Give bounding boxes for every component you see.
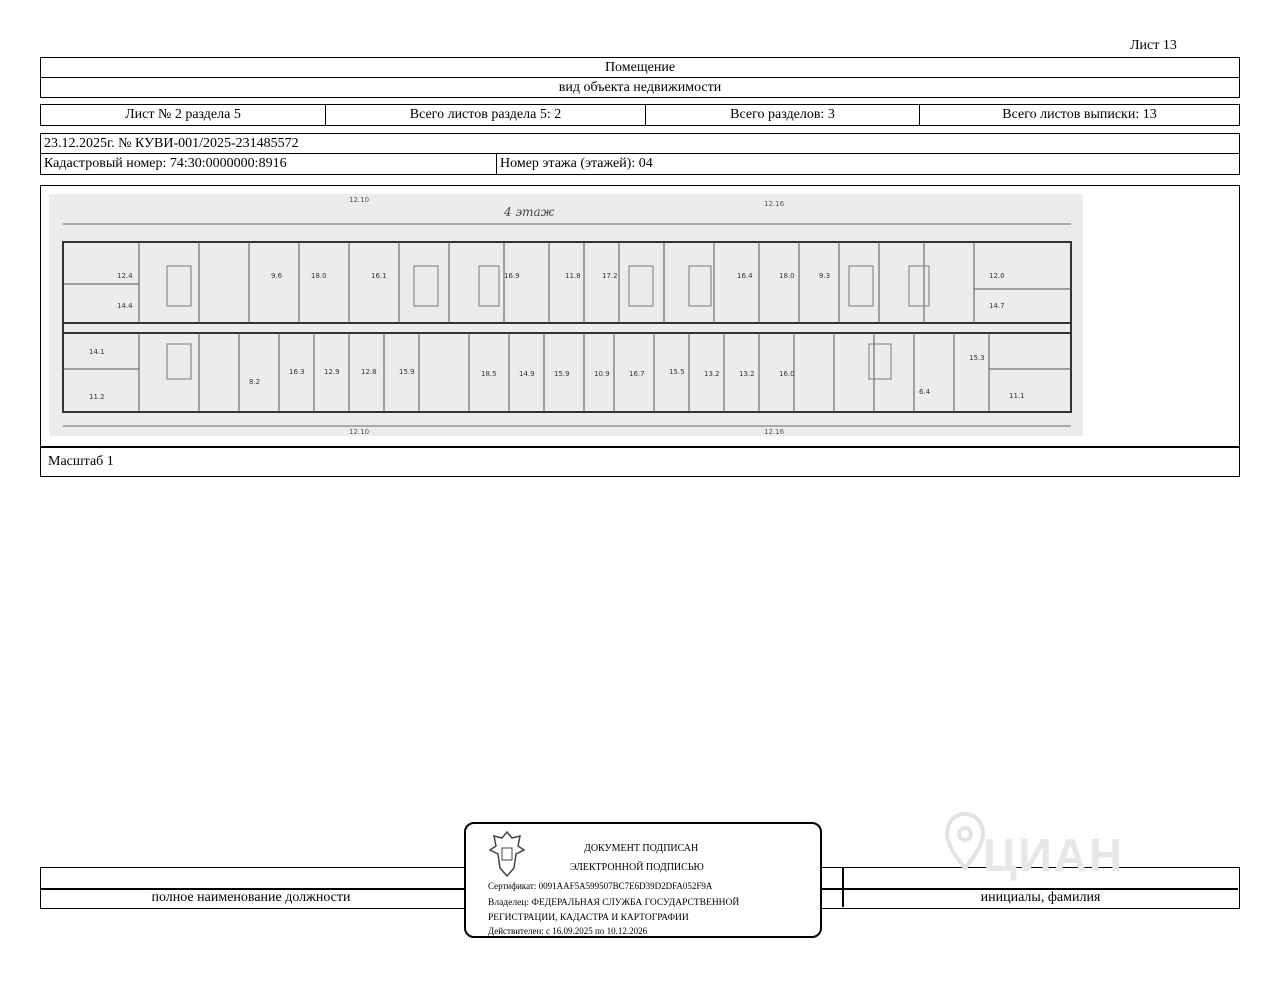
room-area-label: 6.4 bbox=[919, 388, 931, 396]
room-area-label: 18.0 bbox=[311, 272, 327, 280]
room-area-label: 11.2 bbox=[89, 393, 105, 401]
total-sheets-extract: Всего листов выписки: 13 bbox=[1002, 107, 1157, 122]
cadastral-number: Кадастровый номер: 74:30:0000000:8916 bbox=[41, 154, 497, 174]
record-date-number: 23.12.2025г. № КУВИ-001/2025-231485572 bbox=[40, 133, 1240, 154]
stamp-owner: Владелец: ФЕДЕРАЛЬНАЯ СЛУЖБА ГОСУДАРСТВЕННОЙ bbox=[488, 898, 740, 908]
room-area-label: 9.3 bbox=[819, 272, 831, 280]
watermark: ЦИАН bbox=[945, 812, 1160, 892]
room-area-label: 13.2 bbox=[739, 370, 755, 378]
room-area-label: 15.9 bbox=[554, 370, 570, 378]
dim-bottom-1: 12.10 bbox=[349, 428, 370, 436]
room-area-label: 16.3 bbox=[289, 368, 305, 376]
plan-scale: Масштаб 1 bbox=[48, 454, 114, 469]
room-area-label: 10.9 bbox=[594, 370, 610, 378]
total-sections: Всего разделов: 3 bbox=[646, 105, 920, 125]
room-area-label: 16.7 bbox=[629, 370, 645, 378]
object-title: Помещение bbox=[40, 57, 1240, 78]
stamp-owner2: РЕГИСТРАЦИИ, КАДАСТРА И КАРТОГРАФИИ bbox=[488, 913, 689, 923]
room-area-label: 11.1 bbox=[1009, 392, 1025, 400]
stamp-line2: ЭЛЕКТРОННОЙ ПОДПИСЬЮ bbox=[570, 862, 704, 873]
stamp-validity: Действителен: с 16.09.2025 по 10.12.2026 bbox=[488, 926, 648, 936]
record-row bbox=[40, 153, 1240, 175]
room-area-label: 8.2 bbox=[249, 378, 261, 386]
room-area-label: 11.8 bbox=[565, 272, 581, 280]
dim-bottom-2: 12.16 bbox=[764, 428, 785, 436]
room-area-label: 18.0 bbox=[779, 272, 795, 280]
coat-of-arms-icon bbox=[486, 828, 528, 880]
stamp-certificate: Сертификат: 0091AAF5A599507BC7E6D39D2DFA052F9A bbox=[488, 881, 713, 891]
sheet-label: Лист 13 bbox=[1130, 38, 1177, 53]
stamp-line1: ДОКУМЕНТ ПОДПИСАН bbox=[584, 843, 699, 854]
floor-number: Номер этажа (этажей): 04 bbox=[500, 156, 653, 171]
room-area-label: 16.4 bbox=[737, 272, 753, 280]
room-area-label: 14.1 bbox=[89, 348, 105, 356]
room-area-label: 15.9 bbox=[399, 368, 415, 376]
floor-caption: 4 этаж bbox=[504, 205, 555, 219]
room-area-label: 17.2 bbox=[602, 272, 618, 280]
room-area-label: 14.9 bbox=[519, 370, 535, 378]
pin-icon bbox=[945, 812, 985, 872]
name-label: инициалы, фамилия bbox=[980, 890, 1101, 905]
total-sheets-section: Всего листов раздела 5: 2 bbox=[326, 105, 646, 125]
sheet-of-section: Лист № 2 раздела 5 bbox=[41, 105, 326, 125]
room-area-label: 16.0 bbox=[779, 370, 795, 378]
room-area-label: 13.2 bbox=[704, 370, 720, 378]
floor-plan-image bbox=[49, 194, 1083, 436]
room-area-label: 18.5 bbox=[481, 370, 497, 378]
room-area-label: 12.0 bbox=[989, 272, 1005, 280]
room-area-label: 16.9 bbox=[504, 272, 520, 280]
dim-top-1: 12.10 bbox=[349, 196, 370, 204]
room-area-label: 12.9 bbox=[324, 368, 340, 376]
e-signature-stamp bbox=[464, 822, 822, 938]
room-area-label: 9.6 bbox=[271, 272, 283, 280]
room-area-label: 15.3 bbox=[969, 354, 985, 362]
room-area-label: 14.7 bbox=[989, 302, 1005, 310]
dim-top-2: 12.16 bbox=[764, 200, 785, 208]
sheet-info-row bbox=[40, 104, 1240, 126]
room-area-label: 14.4 bbox=[117, 302, 133, 310]
room-area-label: 16.1 bbox=[371, 272, 387, 280]
room-area-label: 12.4 bbox=[117, 272, 133, 280]
room-area-label: 12.8 bbox=[361, 368, 377, 376]
position-label: полное наименование должности bbox=[151, 890, 351, 905]
plan-divider bbox=[40, 446, 1240, 448]
object-subtitle: вид объекта недвижимости bbox=[40, 77, 1240, 98]
room-area-label: 15.5 bbox=[669, 368, 685, 376]
